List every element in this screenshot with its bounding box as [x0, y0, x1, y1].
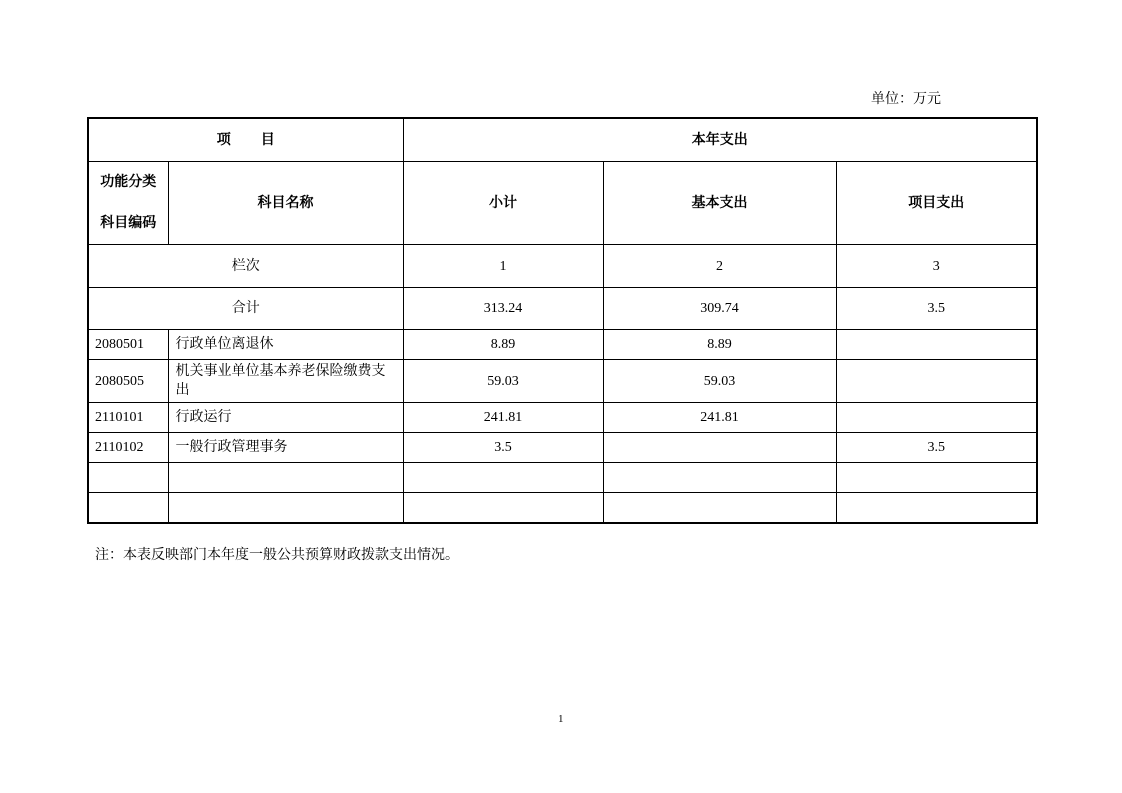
unit-label: 单位：万元 — [871, 91, 941, 107]
row-basic: 8.89 — [603, 330, 836, 360]
column-number-3: 3 — [836, 245, 1037, 288]
row-subtotal: 8.89 — [403, 330, 603, 360]
row-basic: 241.81 — [603, 403, 836, 433]
table-note: 注：本表反映部门本年度一般公共预算财政拨款支出情况。 — [95, 547, 459, 563]
header-basic: 基本支出 — [603, 162, 836, 245]
column-number-2: 2 — [603, 245, 836, 288]
empty-cell — [168, 493, 403, 524]
header-item-char-1: 项 — [216, 131, 231, 148]
row-basic — [603, 433, 836, 463]
row-code: 2110102 — [88, 433, 168, 463]
column-number-label: 栏次 — [88, 245, 403, 288]
budget-expenditure-table — [87, 117, 1038, 524]
header-subtotal: 小计 — [403, 162, 603, 245]
empty-cell — [836, 463, 1037, 493]
row-subtotal: 241.81 — [403, 403, 603, 433]
total-label: 合计 — [88, 288, 403, 330]
row-name: 机关事业单位基本养老保险缴费支出 — [168, 360, 403, 403]
column-number-1: 1 — [403, 245, 603, 288]
total-project: 3.5 — [836, 288, 1037, 330]
row-name: 行政单位离退休 — [168, 330, 403, 360]
empty-cell — [88, 463, 168, 493]
total-subtotal: 313.24 — [403, 288, 603, 330]
header-func-code-line1: 功能分类 — [100, 174, 157, 190]
row-name: 行政运行 — [168, 403, 403, 433]
total-row — [88, 288, 1037, 330]
row-name: 一般行政管理事务 — [168, 433, 403, 463]
empty-cell — [603, 493, 836, 524]
empty-cell — [168, 463, 403, 493]
row-project — [836, 360, 1037, 403]
table-row — [88, 330, 1037, 360]
header-subject-name: 科目名称 — [168, 162, 403, 245]
column-number-row — [88, 245, 1037, 288]
header-item — [88, 118, 403, 162]
table-row — [88, 360, 1037, 403]
page-number: 1 — [558, 713, 564, 725]
row-subtotal: 59.03 — [403, 360, 603, 403]
header-row-1 — [88, 118, 1037, 162]
row-basic: 59.03 — [603, 360, 836, 403]
empty-table-row — [88, 463, 1037, 493]
header-project: 项目支出 — [836, 162, 1037, 245]
empty-cell — [403, 463, 603, 493]
row-code: 2080501 — [88, 330, 168, 360]
empty-cell — [88, 493, 168, 524]
row-code: 2080505 — [88, 360, 168, 403]
row-code: 2110101 — [88, 403, 168, 433]
header-current-year: 本年支出 — [403, 118, 1037, 162]
row-project: 3.5 — [836, 433, 1037, 463]
empty-cell — [403, 493, 603, 524]
row-project — [836, 403, 1037, 433]
table-row — [88, 403, 1037, 433]
row-project — [836, 330, 1037, 360]
header-item-char-2: 目 — [260, 131, 275, 148]
total-basic: 309.74 — [603, 288, 836, 330]
empty-cell — [603, 463, 836, 493]
header-func-code-line2: 科目编码 — [100, 215, 157, 231]
empty-cell — [836, 493, 1037, 524]
row-subtotal: 3.5 — [403, 433, 603, 463]
header-row-2 — [88, 162, 1037, 245]
empty-table-row — [88, 493, 1037, 524]
header-func-code — [88, 162, 168, 245]
table-row — [88, 433, 1037, 463]
